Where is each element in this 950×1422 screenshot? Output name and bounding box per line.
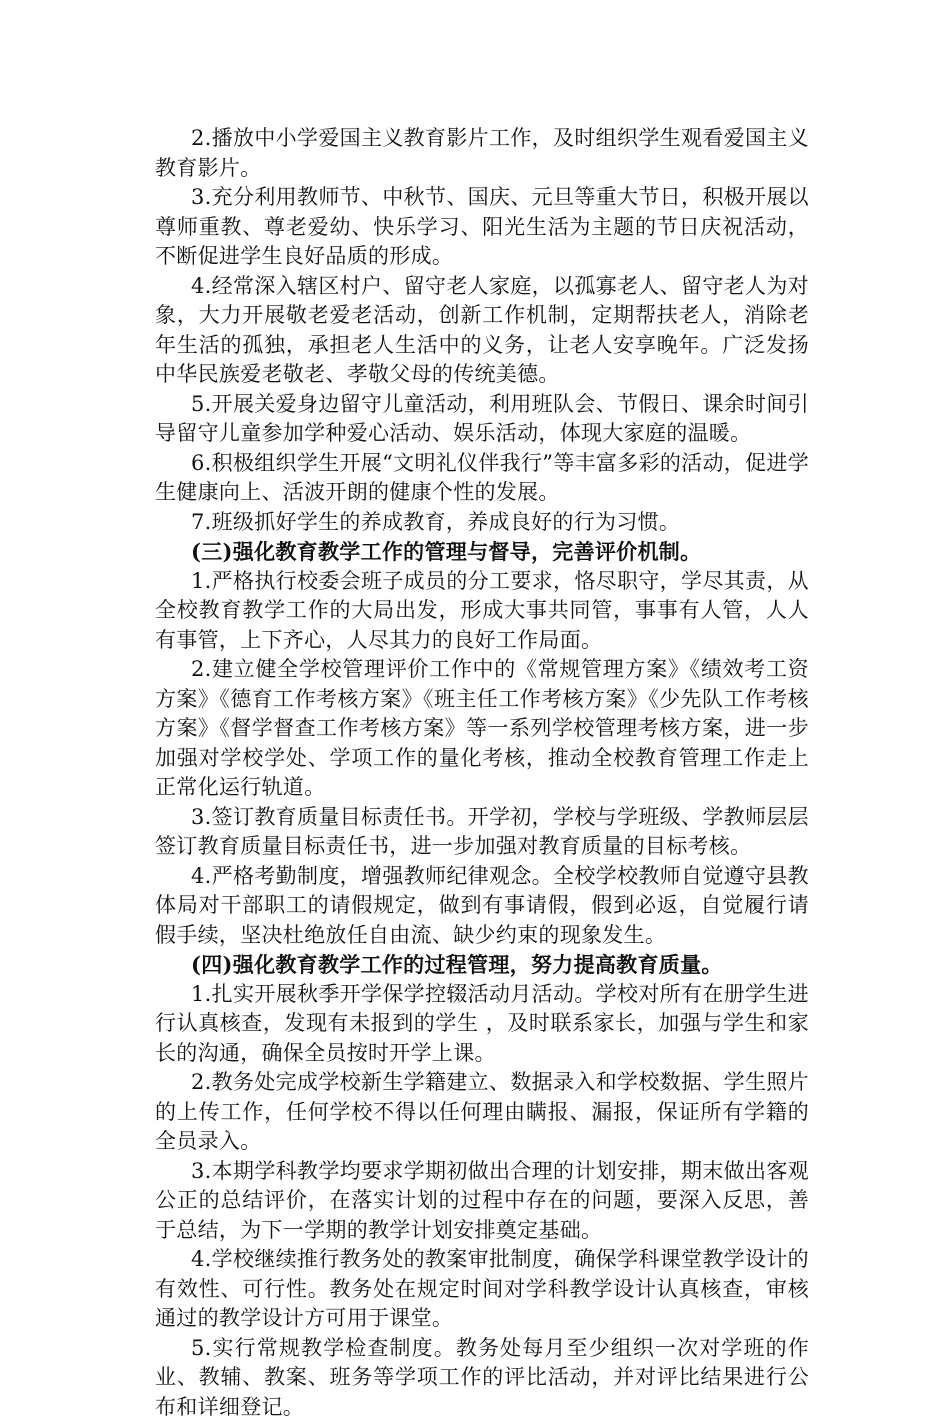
paragraph-left-behind-children: 5.开展关爱身边留守儿童活动，利用班队会、节假日、课余时间引导留守儿童参加学种爱心活动、娱乐活动，体现大家庭的温暖。 bbox=[155, 390, 809, 449]
paragraph-holiday-activities: 3.充分利用教师节、中秋节、国庆、元旦等重大节日，积极开展以尊师重教、尊老爱幼、快乐学习、阳光生活为主题的节日庆祝活动，不断促进学生良好品质的形成。 bbox=[155, 183, 809, 272]
paragraph-quality-responsibility: 3.签订教育质量目标责任书。开学初，学校与学班级、学教师层层签订教育质量目标责任书，进一步加强对教育质量的目标考核。 bbox=[155, 803, 809, 862]
paragraph-etiquette-activity: 6.积极组织学生开展“文明礼仪伴我行”等丰富多彩的活动，促进学生健康向上、活波开朗的健康个性的发展。 bbox=[155, 449, 809, 508]
paragraph-patriotic-films: 2.播放中小学爱国主义教育影片工作，及时组织学生观看爱国主义教育影片。 bbox=[155, 124, 809, 183]
document-page bbox=[155, 124, 809, 1422]
paragraph-enrollment-check: 1.扎实开展秋季开学保学控辍活动月活动。学校对所有在册学生进行认真核查，发现有未报到的学生 ，及时联系家长，加强与学生和家长的沟通，确保全员按时开学上课。 bbox=[155, 980, 809, 1069]
paragraph-habit-education: 7.班级抓好学生的养成教育，养成良好的行为习惯。 bbox=[155, 508, 809, 538]
paragraph-elderly-care: 4.经常深入辖区村户、留守老人家庭，以孤寡老人、留守老人为对象，大力开展敬老爱老活动，创新工作机制，定期帮扶老人，消除老年生活的孤独，承担老人生活中的义务，让老人安享晚年。广泛发扬中华民族爱老敬老、孝敬父母的传统美德。 bbox=[155, 272, 809, 390]
paragraph-teaching-plans: 3.本期学科教学均要求学期初做出合理的计划安排，期末做出客观公正的总结评价，在落实计划的过程中存在的问题，要深入反思，善于总结，为下一学期的教学计划安排奠定基础。 bbox=[155, 1157, 809, 1246]
paragraph-attendance-system: 4.严格考勤制度，增强教师纪律观念。全校学校教师自觉遵守县教体局对干部职工的请假规定，做到有事请假，假到必返，自觉履行请假手续，坚决杜绝放任自由流、缺少约束的现象发生。 bbox=[155, 862, 809, 951]
paragraph-lesson-plan-review: 4.学校继续推行教务处的教案审批制度，确保学科课堂教学设计的有效性、可行性。教务处在规定时间对学科教学设计认真核查，审核通过的教学设计方可用于课堂。 bbox=[155, 1245, 809, 1334]
section-heading-three: (三)强化教育教学工作的管理与督导，完善评价机制。 bbox=[155, 537, 809, 567]
paragraph-routine-inspection: 5.实行常规教学检查制度。教务处每月至少组织一次对学班的作业、教辅、教案、班务等学项工作的评比活动，并对评比结果进行公布和详细登记。 bbox=[155, 1334, 809, 1422]
paragraph-student-records: 2.教务处完成学校新生学籍建立、数据录入和学校数据、学生照片的上传工作，任何学校不得以任何理由瞒报、漏报，保证所有学籍的全员录入。 bbox=[155, 1068, 809, 1157]
paragraph-division-of-duties: 1.严格执行校委会班子成员的分工要求，恪尽职守，学尽其责，从全校教育教学工作的大局出发，形成大事共同管，事事有人管，人人有事管，上下齐心，人尽其力的良好工作局面。 bbox=[155, 567, 809, 656]
section-heading-four: (四)强化教育教学工作的过程管理，努力提高教育质量。 bbox=[155, 950, 809, 980]
paragraph-evaluation-schemes: 2.建立健全学校管理评价工作中的《常规管理方案》《绩效考工资方案》《德育工作考核方案》《班主任工作考核方案》《少先队工作考核方案》《督学督查工作考核方案》等一系列学校管理考核方案，进一步加强对学校学处、学项工作的量化考核，推动全校教育管理工作走上正常化运行轨道。 bbox=[155, 655, 809, 803]
